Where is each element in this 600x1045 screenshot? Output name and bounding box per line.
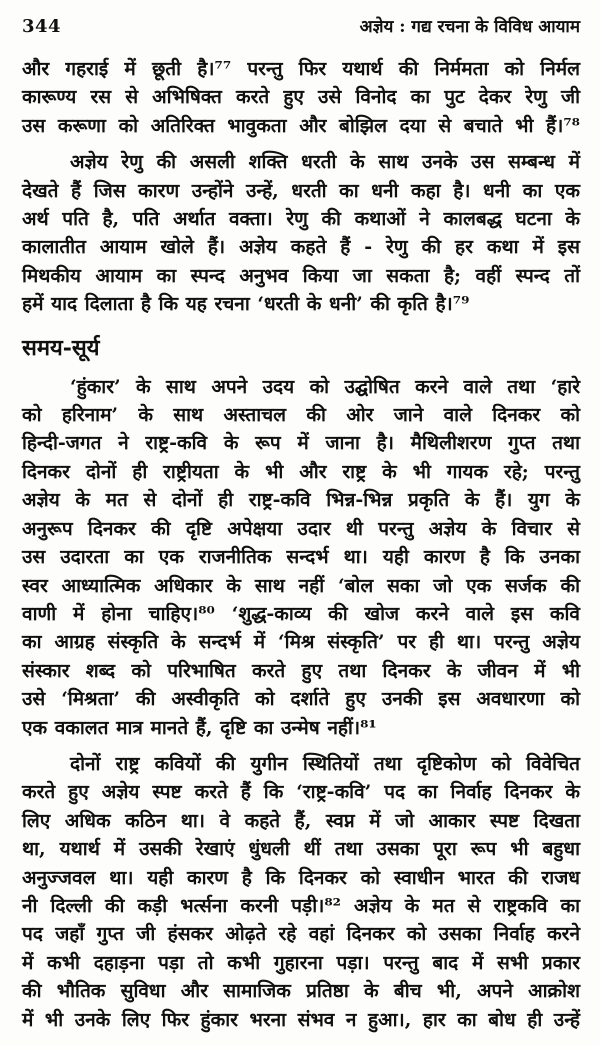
text-line: अज्ञेय के मत से दोनों ही राष्ट्र-कवि भिन्न-भिन्न प्रकृति के हैं। युग के <box>22 489 580 512</box>
text-line: पद जहाँ गुप्त जी हंसकर ओढ़ते रहे वहां दिनकर को उसका निर्वाह करने <box>22 923 580 946</box>
text-line: स्वर आध्यात्मिक अधिकार के साथ नहीं ‘बोल सका जो एक सर्जक की <box>22 574 580 597</box>
text-line: करते हुए अज्ञेय स्पष्ट करते हैं कि ‘राष्ट्र-कवि’ पद का निर्वाह दिनकर के <box>22 781 580 804</box>
text-line: मिथकीय आयाम का स्पन्द अनुभव किया जा सकता है; वहीं स्पन्द तों <box>22 264 580 287</box>
text-line: संस्कार शब्द को परिभाषित करते हुए तथा दिनकर के जीवन में भी <box>22 659 580 682</box>
text-line: था, यथार्थ में उसकी रेखाएं धुंधली थीं तथा उसका पूरा रूप भी बहुधा <box>22 838 580 861</box>
body-text <box>22 55 580 1034</box>
text-line: का आग्रह संस्कृति के सन्दर्भ में ‘मिश्र संस्कृति’ पर ही था। परन्तु अज्ञेय <box>22 631 580 654</box>
text-line: हमें याद दिलाता है कि यह रचना ‘धरती के धनी’ की कृति है।⁷⁹ <box>22 293 470 316</box>
text-line: लिए अधिक कठिन था। वे कहते हैं, स्वप्न में जो आकार स्पष्ट दिखता <box>22 809 580 832</box>
text-line: दोनों राष्ट्र कवियों की युगीन स्थितियों तथा दृष्टिकोण को विवेचित <box>70 752 580 775</box>
text-line: उस करूणा को अतिरिक्त भावुकता और बोझिल दया से बचाते भी हैं।⁷⁸ <box>22 114 580 137</box>
text-line: की भौतिक सुविधा और सामाजिक प्रतिष्ठा के बीच भी, अपने आक्रोश <box>22 980 580 1003</box>
text-line: नी दिल्ली की कड़ी भर्त्सना करनी पड़ी।⁸² अज्ञेय के मत से राष्ट्रकवि का <box>22 894 580 917</box>
page-number: 344 <box>22 16 62 37</box>
text-line: में कभी दहाड़ना पड़ा तो कभी गुहारना पड़ा। परन्तु बाद में सभी प्रकार <box>22 951 580 974</box>
paragraph-dono-rashtra-kavi <box>22 750 580 1034</box>
text-line: उसे ‘मिश्रता’ की अस्वीकृति को दर्शाते हुए उनकी इस अवधारणा को <box>22 688 580 711</box>
text-line: हिन्दी-जगत ने राष्ट्र-कवि के रूप में जाना है। मैथिलीशरण गुप्त तथा <box>22 432 580 455</box>
text-line: उस उदारता का एक राजनीतिक सन्दर्भ था। यही कारण है कि उनका <box>22 546 580 569</box>
text-line: अर्थ पति है, पति अर्थात वक्ता। रेणु की कथाओं ने कालबद्ध घटना के <box>22 208 580 231</box>
text-line: अनुज्जवल था। यही कारण है कि दिनकर को स्वाधीन भारत की राजध <box>22 866 580 889</box>
paragraph-continuation <box>22 55 580 140</box>
text-line: में भी उनके लिए फिर हुंकार भरना संभव न हुआ।, हार का बोध ही उन्हें <box>22 1008 580 1031</box>
running-title: अज्ञेय : गद्य रचना के विविध आयाम <box>359 17 580 37</box>
text-line: दिनकर दोनों ही राष्ट्रीयता के भी और राष्ट्र के भी गायक रहे; परन्तु <box>22 460 580 483</box>
text-line: को हरिनाम’ के साथ अस्ताचल की ओर जाने वाले दिनकर को <box>22 404 580 427</box>
text-line: कारूण्य रस से अभिषिक्त करते हुए उसे विनोद का पुट देकर रेणु जी <box>22 86 580 109</box>
paragraph-dinkar-rashtrakavi <box>22 373 580 742</box>
page-header <box>22 14 580 37</box>
text-line: अनुरूप दिनकर की दृष्टि अपेक्षया उदार थी परन्तु अज्ञेय के विचार से <box>22 517 580 540</box>
text-line: देखते हैं जिस कारण उन्होंने उन्हें, धरती का धनी कहा है। धनी का एक <box>22 179 580 202</box>
text-line: और गहराई में छूती है।⁷⁷ परन्तु फिर यथार्थ की निर्ममता को निर्मल <box>22 58 580 80</box>
text-line: वाणी में होना चाहिए।⁸⁰ ‘शुद्ध-काव्य की खोज करने वाले इस कवि <box>22 602 580 625</box>
paragraph-renu-dharti <box>22 148 580 318</box>
section-heading: समय-सूर्य <box>22 334 100 361</box>
text-line: कालातीत आयाम खोले हैं। अज्ञेय कहते हैं - रेणु की हर कथा में इस <box>22 236 580 259</box>
text-line: अज्ञेय रेणु की असली शक्ति धरती के साथ उनके उस सम्बन्ध में <box>70 151 580 174</box>
text-line: ‘हुंकार’ के साथ अपने उदय को उद्घोषित करने वाले तथा ‘हारे <box>70 375 580 398</box>
text-line: एक वकालत मात्र मानते हैं, दृष्टि का उन्मेष नहीं।⁸¹ <box>22 716 377 739</box>
